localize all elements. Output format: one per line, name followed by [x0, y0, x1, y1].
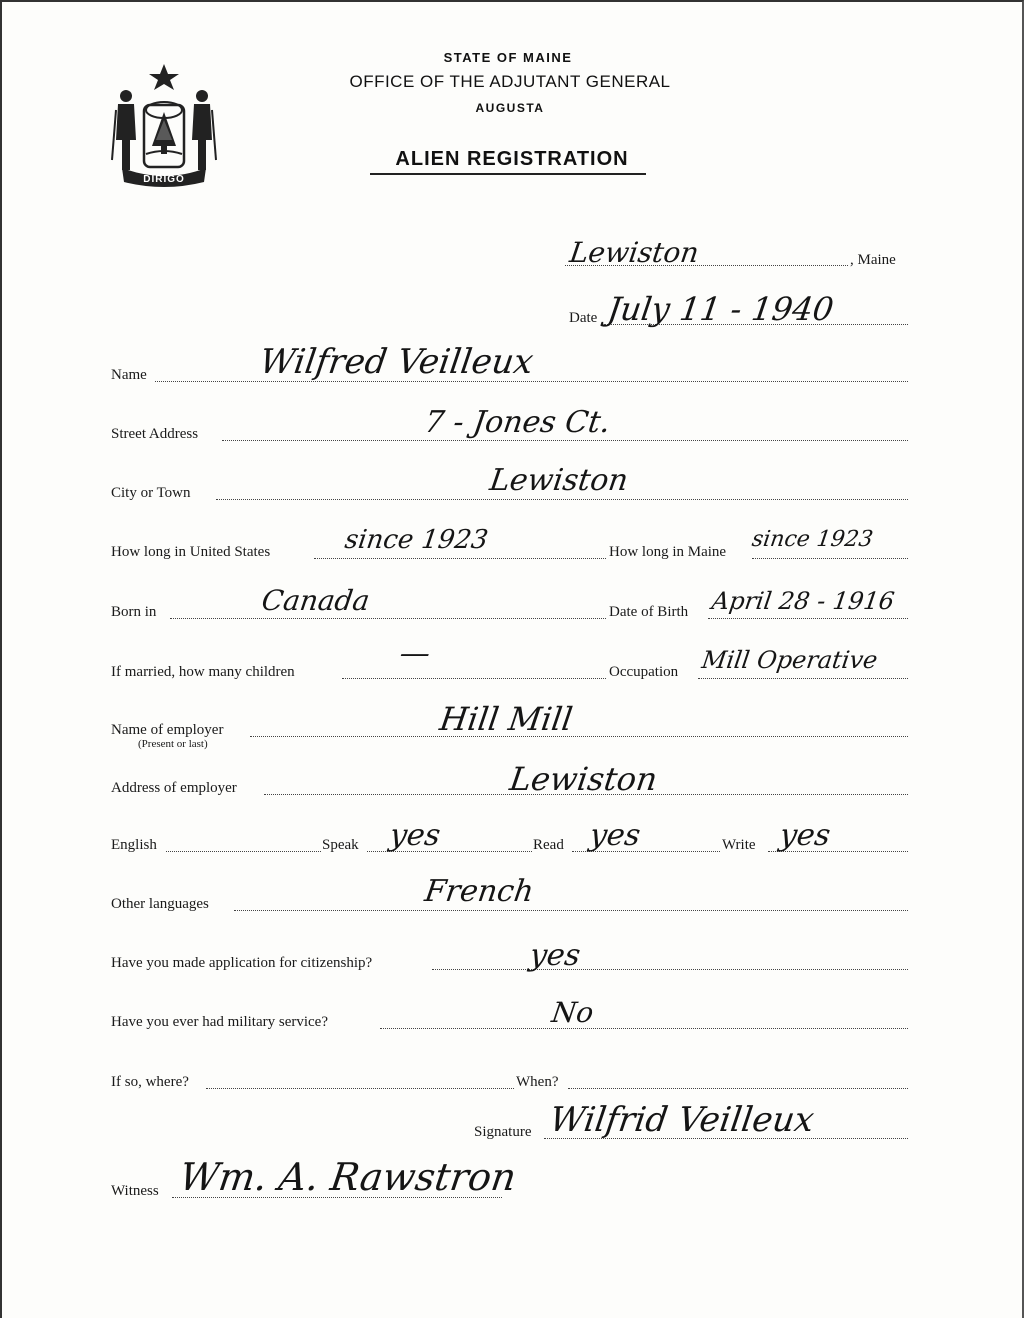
other-languages-label: Other languages	[111, 896, 209, 912]
dob-label: Date of Birth	[609, 604, 689, 620]
seal-motto: DIRIGO	[143, 174, 185, 185]
us-duration-label: How long in United States	[111, 544, 271, 560]
employer-label: Name of employer	[111, 722, 224, 738]
write-value: yes	[777, 818, 833, 853]
name-value: Wilfred Veilleux	[257, 342, 536, 382]
form-title: ALIEN REGISTRATION	[395, 148, 629, 170]
location-suffix: , Maine	[850, 252, 896, 268]
signature-label: Signature	[474, 1124, 532, 1140]
date-value: July 11 - 1940	[605, 290, 836, 328]
write-label: Write	[722, 837, 756, 853]
dob-value: April 28 - 1916	[710, 587, 897, 615]
title-underline	[370, 173, 646, 175]
born-in-value: Canada	[259, 584, 372, 617]
street-address-value: 7 - Jones Ct.	[422, 405, 613, 440]
witness-label: Witness	[111, 1183, 159, 1199]
employer-address-value: Lewiston	[507, 760, 660, 798]
employer-sublabel: (Present or last)	[138, 738, 208, 750]
born-in-label: Born in	[111, 604, 157, 620]
other-languages-value: French	[422, 874, 536, 909]
citizenship-label: Have you made application for citizenship?	[111, 955, 373, 971]
header-state: STATE OF MAINE	[443, 50, 573, 65]
city-label: City or Town	[111, 485, 191, 501]
occupation-value: Mill Operative	[700, 646, 880, 674]
employer-value: Hill Mill	[437, 700, 575, 738]
header-city: AUGUSTA	[475, 101, 545, 115]
maine-duration-value: since 1923	[750, 527, 875, 552]
children-label: If married, how many children	[111, 664, 295, 680]
when-label: When?	[516, 1074, 559, 1090]
street-address-label: Street Address	[111, 426, 199, 442]
maine-duration-label: How long in Maine	[609, 544, 727, 560]
where-label: If so, where?	[111, 1074, 189, 1090]
name-label: Name	[111, 367, 147, 383]
read-value: yes	[587, 818, 643, 853]
signature-value: Wilfrid Veilleux	[547, 1100, 817, 1140]
children-value: —	[397, 636, 433, 671]
city-value: Lewiston	[487, 463, 631, 498]
read-label: Read	[533, 837, 564, 853]
us-duration-value: since 1923	[342, 525, 490, 555]
speak-value: yes	[387, 818, 443, 853]
date-label: Date	[569, 310, 598, 326]
occupation-label: Occupation	[609, 664, 679, 680]
location-value: Lewiston	[567, 236, 701, 269]
witness-value: Wm. A. Rawstron	[176, 1155, 519, 1199]
military-label: Have you ever had military service?	[111, 1014, 328, 1030]
english-label: English	[111, 837, 157, 853]
military-value: No	[549, 996, 596, 1029]
employer-address-label: Address of employer	[111, 780, 237, 796]
header-office: OFFICE OF THE ADJUTANT GENERAL	[349, 72, 671, 91]
citizenship-value: yes	[527, 938, 583, 973]
speak-label: Speak	[322, 837, 359, 853]
